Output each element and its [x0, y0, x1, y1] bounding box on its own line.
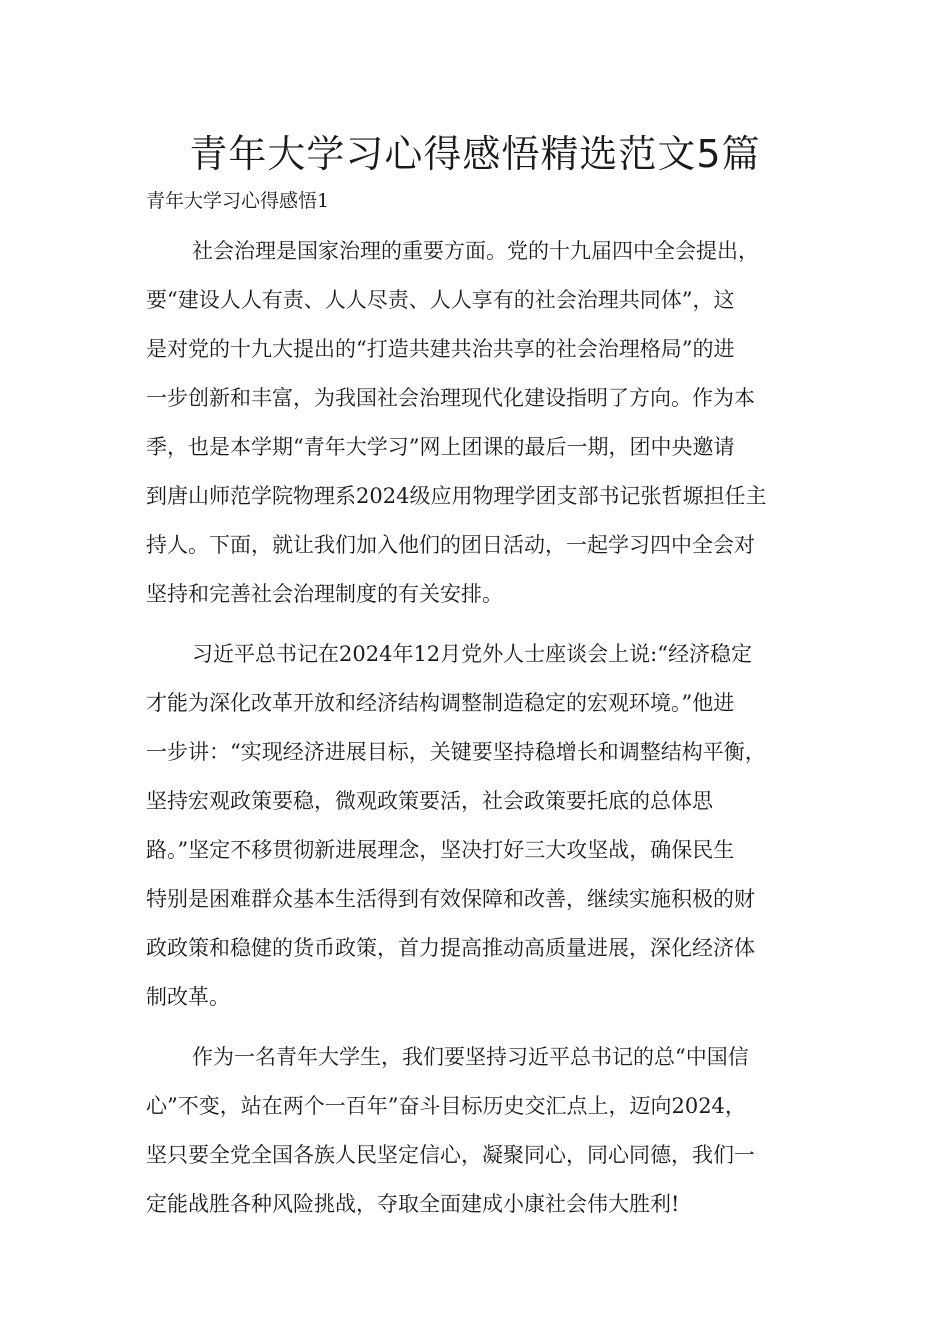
text-line: 是对党的十九大提出的“打造共建共治共享的社会治理格局”的进 — [146, 337, 735, 361]
text-line: 才能为深化改革开放和经济结构调整制造稳定的宏观环境。”他进 — [146, 691, 735, 715]
text-line: 坚只要全党全国各族人民坚定信心，凝聚同心，同心同德，我们一 — [146, 1143, 755, 1167]
paragraph-2 — [146, 634, 812, 1026]
text-line: 要“建设人人有责、人人尽责、人人享有的社会治理共同体”，这 — [146, 288, 735, 312]
paragraph-3 — [146, 1037, 812, 1233]
text-line: 一步创新和丰富，为我国社会治理现代化建设指明了方向。作为本 — [146, 386, 755, 410]
text-line: 作为一名青年大学生，我们要坚持习近平总书记的总“中国信 — [192, 1045, 749, 1069]
document-body — [146, 231, 812, 1244]
text-line: 持人。下面，就让我们加入他们的团日活动，一起学习四中全会对 — [146, 533, 755, 557]
text-line: 定能战胜各种风险挑战，夺取全面建成小康社会伟大胜利! — [146, 1192, 680, 1216]
section-heading: 青年大学习心得感悟1 — [146, 190, 330, 212]
text-line: 坚持和完善社会治理制度的有关安排。 — [146, 582, 503, 606]
text-line: 政政策和稳健的货币政策，首力提高推动高质量进展，深化经济体 — [146, 936, 755, 960]
text-line: 社会治理是国家治理的重要方面。党的十九届四中全会提出， — [192, 239, 759, 263]
text-line: 路。”坚定不移贯彻新进展理念，坚决打好三大攻坚战，确保民生 — [146, 838, 735, 862]
text-line: 制改革。 — [146, 985, 230, 1009]
text-line: 坚持宏观政策要稳，微观政策要活，社会政策要托底的总体思 — [146, 789, 713, 813]
text-line: 特别是困难群众基本生活得到有效保障和改善，继续实施积极的财 — [146, 887, 755, 911]
text-line: 一步讲：“实现经济进展目标，关键要坚持稳增长和调整结构平衡， — [146, 740, 766, 764]
text-line: 季，也是本学期“青年大学习”网上团课的最后一期，团中央邀请 — [146, 435, 735, 459]
text-line: 心”不变，站在两个一百年”奋斗目标历史交汇点上，迈向2024， — [146, 1094, 746, 1118]
text-line: 到唐山师范学院物理系2024级应用物理学团支部书记张哲塬担任主 — [146, 484, 767, 508]
text-line: 习近平总书记在2024年12月党外人士座谈会上说:“经济稳定 — [192, 642, 752, 666]
document-title: 青年大学习心得感悟精选范文5篇 — [189, 132, 761, 176]
paragraph-1 — [146, 231, 812, 623]
